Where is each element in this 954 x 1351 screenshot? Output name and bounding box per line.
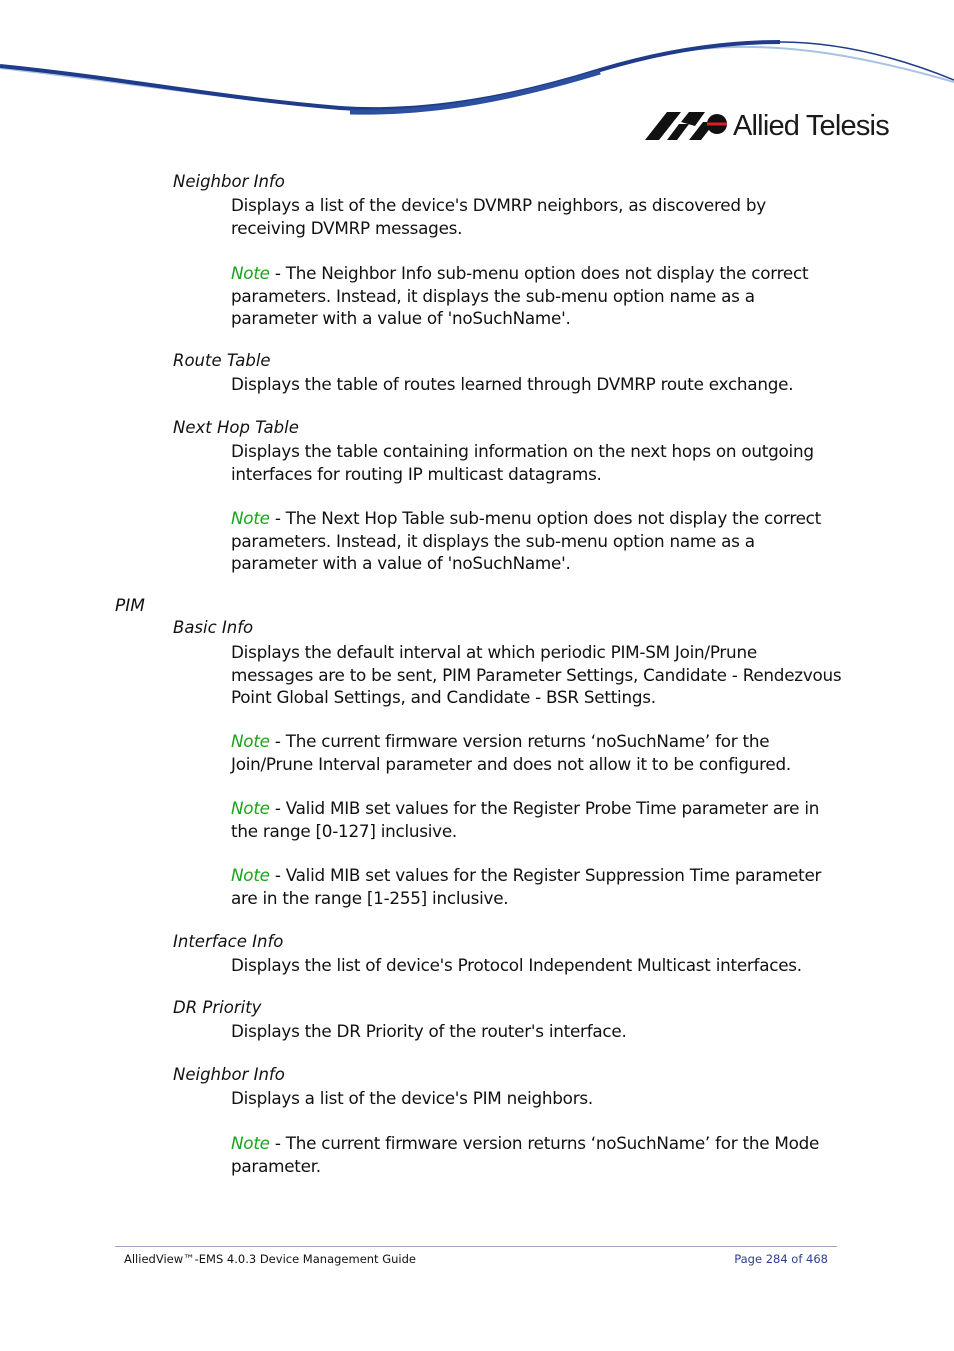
note-label: Note bbox=[231, 263, 270, 283]
note-label: Note bbox=[231, 1133, 270, 1153]
note-label: Note bbox=[231, 731, 270, 751]
note-text: - Valid MIB set values for the Register Probe Time parameter are in the range [0-127] inclusive. bbox=[231, 798, 820, 841]
footer-divider bbox=[115, 1246, 837, 1247]
heading-next-hop-table: Next Hop Table bbox=[173, 418, 299, 437]
heading-interface-info: Interface Info bbox=[173, 932, 284, 951]
allied-telesis-logo-icon bbox=[645, 110, 727, 142]
paragraph: Displays the DR Priority of the router's interface. bbox=[231, 1021, 627, 1041]
note-paragraph bbox=[231, 730, 843, 775]
note-paragraph bbox=[231, 1132, 843, 1177]
brand-name: Allied Telesis bbox=[733, 110, 889, 142]
paragraph: Displays a list of the device's DVMRP neighbors, as discovered by receiving DVMRP messages. bbox=[231, 195, 766, 238]
heading-route-table: Route Table bbox=[173, 351, 271, 370]
heading-dr-priority: DR Priority bbox=[173, 998, 262, 1017]
paragraph: Displays the list of device's Protocol Independent Multicast interfaces. bbox=[231, 955, 802, 975]
paragraph: Displays a list of the device's PIM neighbors. bbox=[231, 1088, 593, 1108]
paragraph: Displays the table containing information on the next hops on outgoing interfaces for routing IP multicast datagrams. bbox=[231, 441, 814, 484]
note-text: - The current firmware version returns ‘noSuchName’ for the Join/Prune Interval parameter and does not allow it to be configured. bbox=[231, 731, 791, 774]
note-label: Note bbox=[231, 865, 270, 885]
note-text: - The Neighbor Info sub-menu option does not display the correct parameters. Instead, it displays the sub-menu option name as a parameter with a value of 'noSuchName'. bbox=[231, 263, 809, 328]
paragraph: Displays the table of routes learned through DVMRP route exchange. bbox=[231, 374, 794, 394]
note-label: Note bbox=[231, 798, 270, 818]
footer-document-title: AlliedView™-EMS 4.0.3 Device Management Guide bbox=[124, 1252, 416, 1266]
paragraph: Displays the default interval at which periodic PIM-SM Join/Prune messages are to be sent, PIM Parameter Settings, Candidate - Rendezvous Point Global Settings, and Candidate - BSR Settings. bbox=[231, 642, 842, 707]
note-paragraph bbox=[231, 797, 843, 842]
heading-neighbor-info: Neighbor Info bbox=[173, 1065, 285, 1084]
heading-pim: PIM bbox=[115, 596, 145, 616]
note-label: Note bbox=[231, 508, 270, 528]
note-paragraph bbox=[231, 864, 843, 909]
note-paragraph bbox=[231, 507, 843, 575]
note-paragraph bbox=[231, 262, 843, 330]
allied-telesis-logo bbox=[645, 108, 889, 144]
footer-page-number: Page 284 of 468 bbox=[734, 1252, 828, 1266]
heading-neighbor-info: Neighbor Info bbox=[173, 172, 285, 191]
note-text: - The current firmware version returns ‘noSuchName’ for the Mode parameter. bbox=[231, 1133, 820, 1176]
heading-basic-info: Basic Info bbox=[173, 618, 254, 637]
note-text: - Valid MIB set values for the Register Suppression Time parameter are in the range [1-255] inclusive. bbox=[231, 865, 822, 908]
note-text: - The Next Hop Table sub-menu option does not display the correct parameters. Instead, it displays the sub-menu option name as a parameter with a value of 'noSuchName'. bbox=[231, 508, 821, 573]
